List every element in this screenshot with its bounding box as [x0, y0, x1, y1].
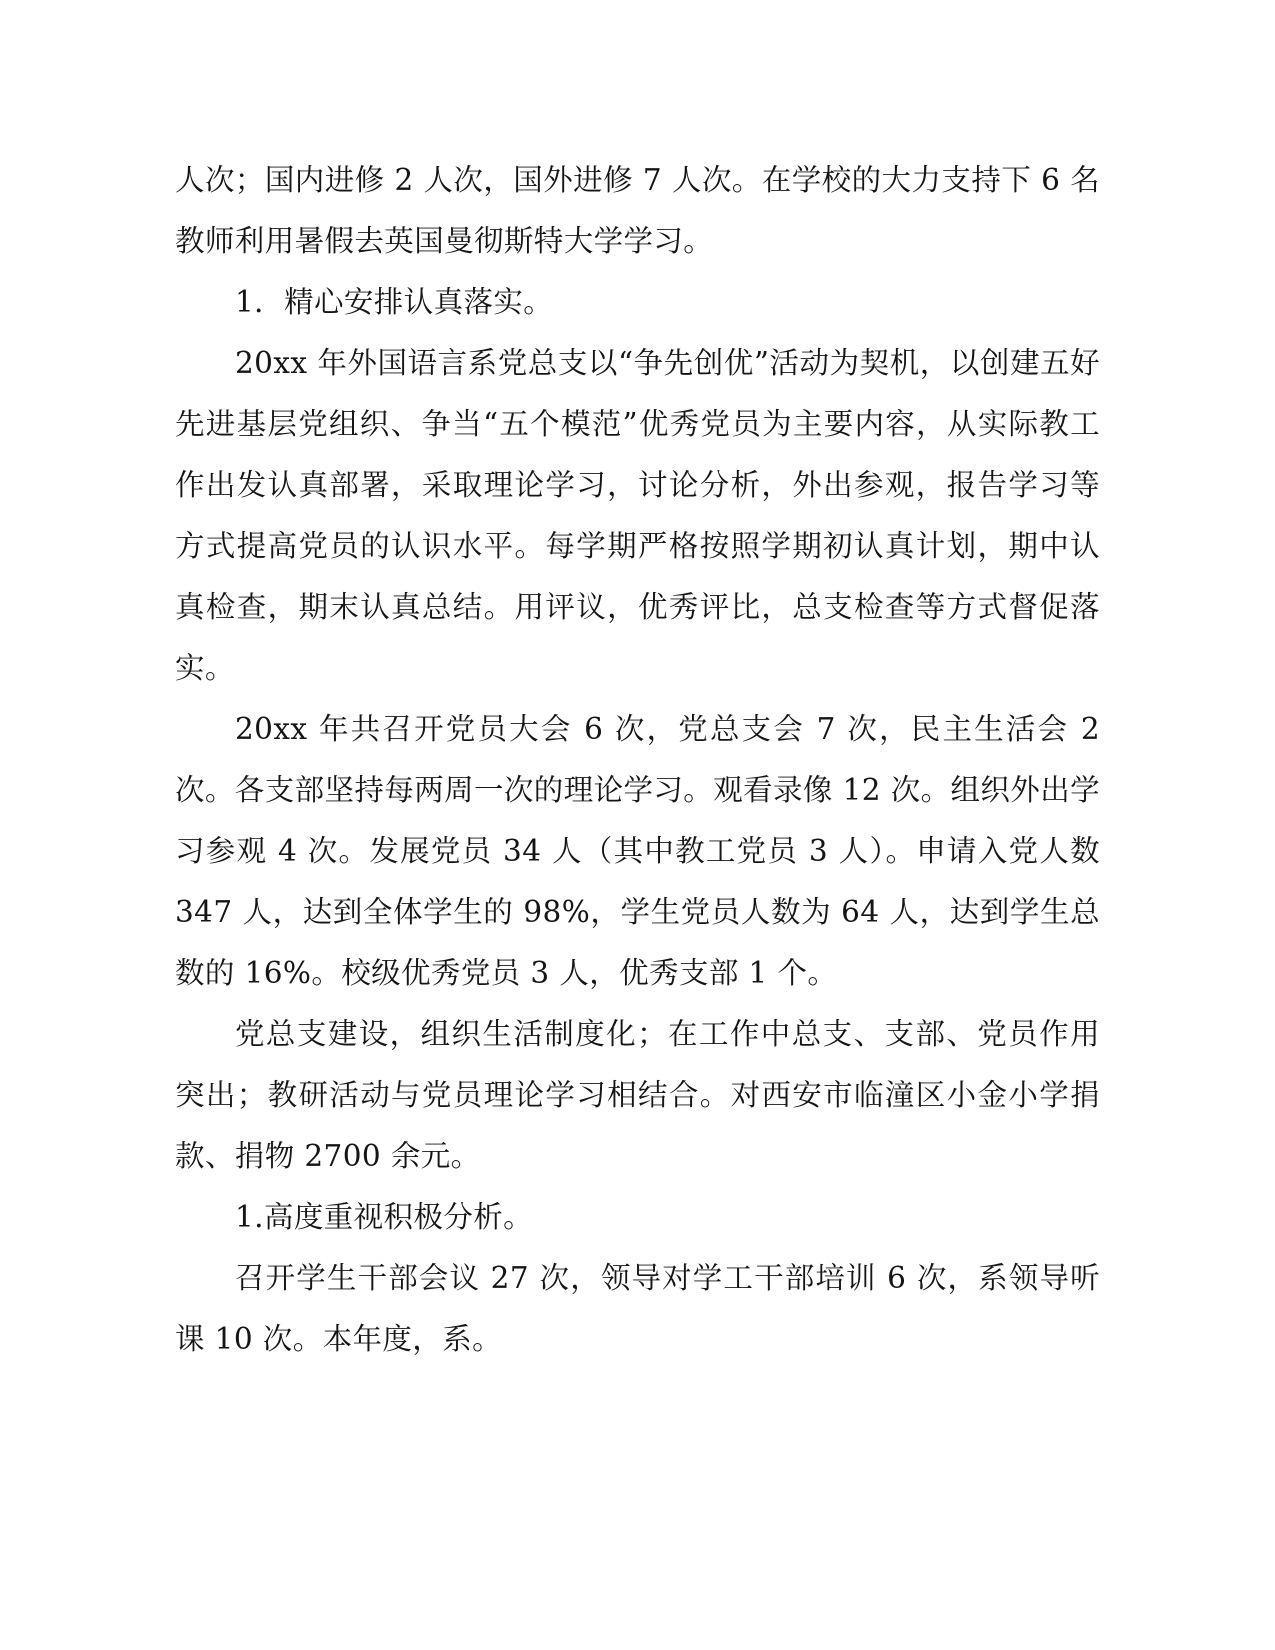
paragraph-heading-1: 1．精心安排认真落实。 — [235, 285, 554, 319]
paragraph-heading-2: 1.高度重视积极分析。 — [235, 1200, 534, 1234]
paragraph-branch-construction: 党总支建设，组织生活制度化；在工作中总支、支部、党员作用突出；教研活动与党员理论学习相结合。对西安市临潼区小金小学捐款、捐物 2700 余元。 — [175, 1017, 1100, 1173]
document-body — [175, 150, 1100, 1370]
paragraph-meeting-statistics: 20xx 年共召开党员大会 6 次，党总支会 7 次，民主生活会 2 次。各支部坚持每两周一次的理论学习。观看录像 12 次。组织外出学习参观 4 次。发展党员 34 人（其中教工党员 3 人）。申请入党人数 347 人，达到全体学生的 98%，学生党员人数为 64 人，达到学生总数的 16%。校级优秀党员 3 人，优秀支部 1 个。 — [175, 712, 1100, 990]
paragraph-continuation: 人次；国内进修 2 人次，国外进修 7 人次。在学校的大力支持下 6 名教师利用暑假去英国曼彻斯特大学学习。 — [175, 163, 1100, 258]
paragraph-party-branch-activities: 20xx 年外国语言系党总支以“争先创优”活动为契机，以创建五好先进基层党组织、争当“五个模范”优秀党员为主要内容，从实际教工作出发认真部署，采取理论学习，讨论分析，外出参观，报告学习等方式提高党员的认识水平。每学期严格按照学期初认真计划，期中认真检查，期末认真总结。用评议，优秀评比，总支检查等方式督促落实。 — [175, 346, 1100, 685]
paragraph-student-cadre-meetings: 召开学生干部会议 27 次，领导对学工干部培训 6 次，系领导听课 10 次。本年度，系。 — [175, 1261, 1100, 1356]
